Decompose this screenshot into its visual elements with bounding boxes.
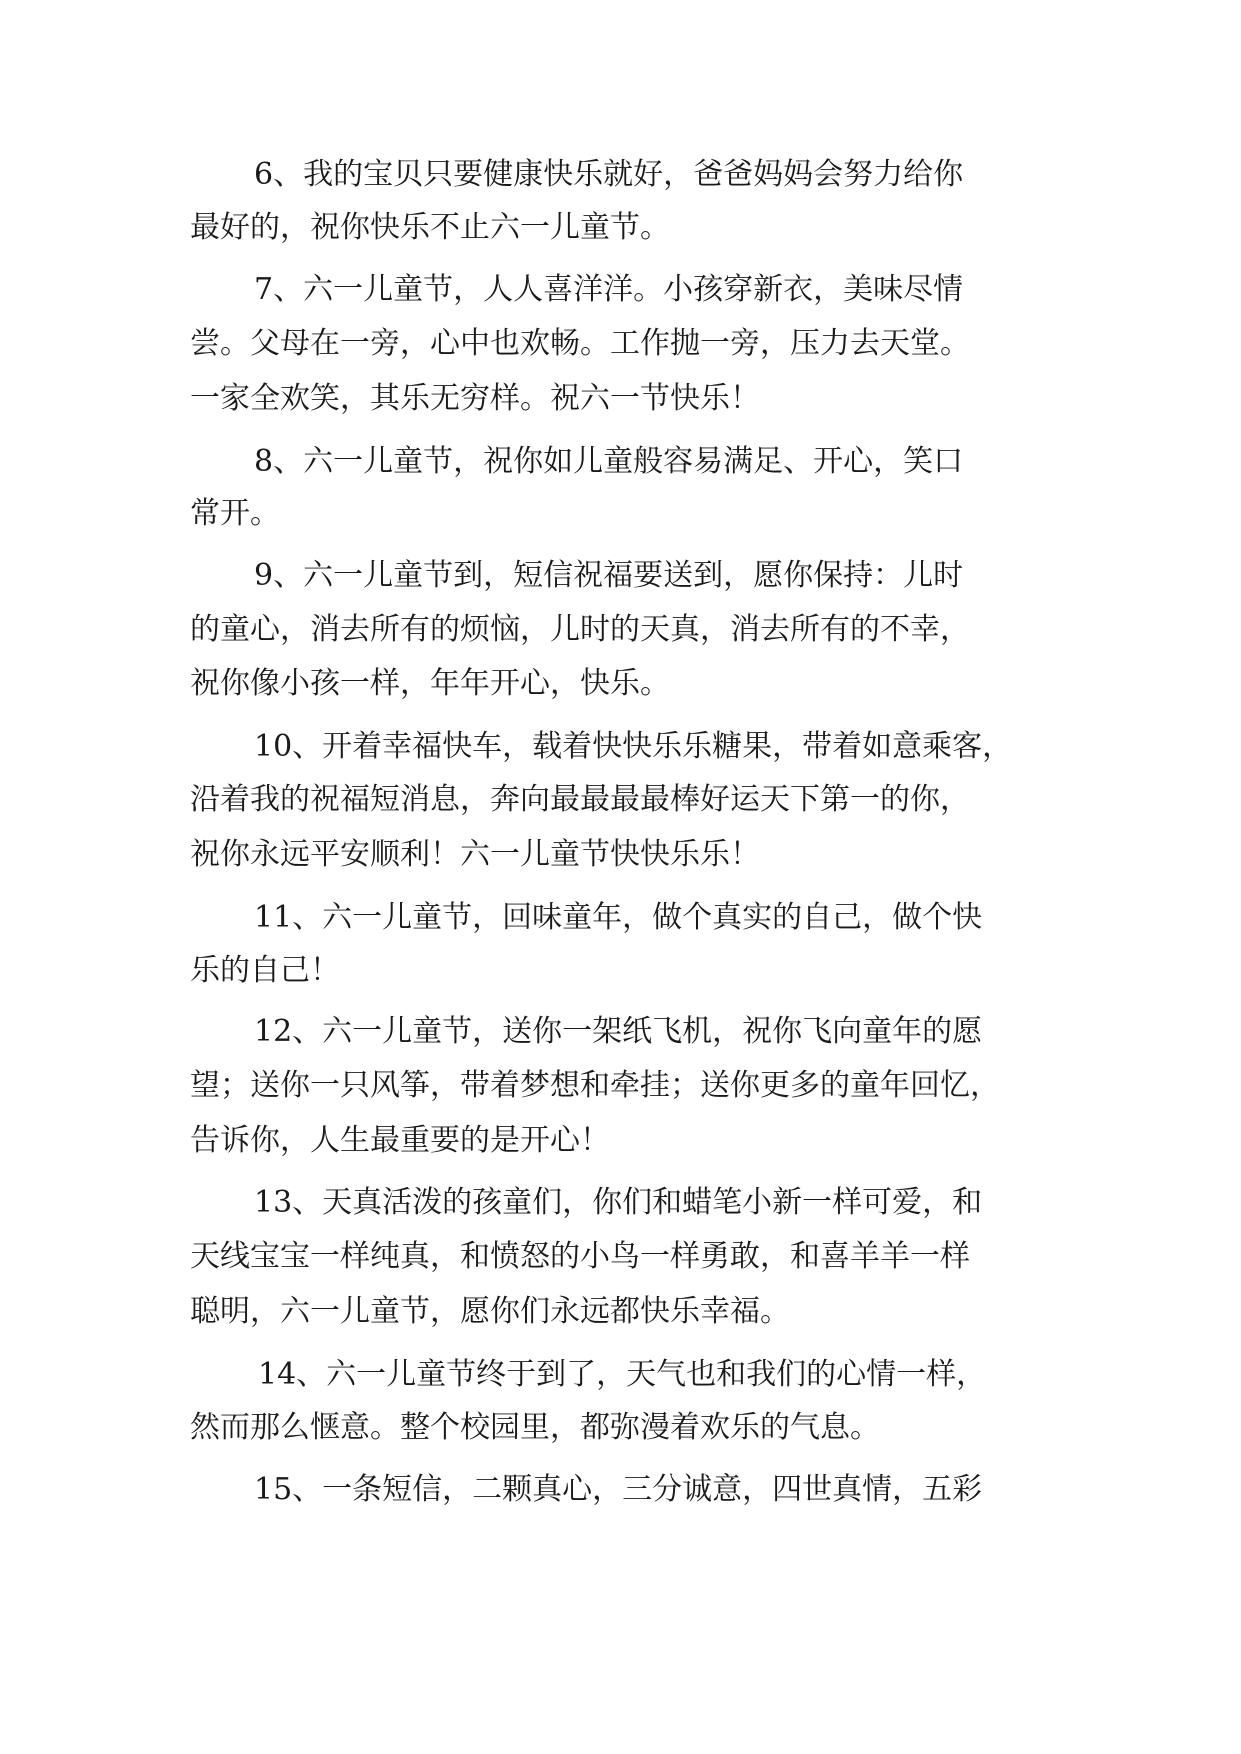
paragraph-9-line-3: 祝你像小孩一样，年年开心，快乐。 [190, 666, 670, 701]
paragraph-14-line-1: 14、六一儿童节终于到了，天气也和我们的心情一样， [258, 1357, 987, 1392]
paragraph-10-line-3: 祝你永远平安顺利！六一儿童节快快乐乐！ [190, 837, 760, 872]
paragraph-14-line-2: 然而那么惬意。整个校园里，都弥漫着欢乐的气息。 [190, 1410, 880, 1445]
paragraph-12-line-2: 望；送你一只风筝，带着梦想和牵挂；送你更多的童年回忆， [190, 1068, 1000, 1103]
paragraph-13-line-2: 天线宝宝一样纯真，和愤怒的小鸟一样勇敢，和喜羊羊一样 [190, 1239, 970, 1274]
paragraph-10-line-1: 10、开着幸福快车，载着快快乐乐糖果，带着如意乘客， [254, 729, 1013, 764]
paragraph-12-line-3: 告诉你，人生最重要的是开心！ [190, 1123, 610, 1158]
paragraph-12-line-1: 12、六一儿童节，送你一架纸飞机，祝你飞向童年的愿 [254, 1014, 983, 1049]
paragraph-15-line-1: 15、一条短信，二颗真心，三分诚意，四世真情，五彩 [254, 1472, 983, 1507]
paragraph-11-line-2: 乐的自己！ [190, 953, 340, 988]
paragraph-6-line-1: 6、我的宝贝只要健康快乐就好，爸爸妈妈会努力给你 [254, 157, 964, 192]
paragraph-7-line-2: 尝。父母在一旁，心中也欢畅。工作抛一旁，压力去天堂。 [190, 326, 970, 361]
paragraph-13-line-1: 13、天真活泼的孩童们，你们和蜡笔小新一样可爱，和 [254, 1185, 983, 1220]
paragraph-8-line-1: 8、六一儿童节，祝你如儿童般容易满足、开心，笑口 [254, 444, 964, 479]
paragraph-10-line-2: 沿着我的祝福短消息，奔向最最最最棒好运天下第一的你， [190, 782, 970, 817]
paragraph-7-line-1: 7、六一儿童节，人人喜洋洋。小孩穿新衣，美味尽情 [254, 272, 964, 307]
paragraph-8-line-2: 常开。 [190, 496, 280, 531]
paragraph-9-line-1: 9、六一儿童节到，短信祝福要送到，愿你保持：儿时 [254, 558, 964, 593]
paragraph-11-line-1: 11、六一儿童节，回味童年，做个真实的自己，做个快 [254, 900, 983, 935]
paragraph-6-line-2: 最好的，祝你快乐不止六一儿童节。 [190, 210, 670, 245]
paragraph-9-line-2: 的童心，消去所有的烦恼，儿时的天真，消去所有的不幸， [190, 612, 970, 647]
paragraph-7-line-3: 一家全欢笑，其乐无穷样。祝六一节快乐！ [190, 381, 760, 416]
paragraph-13-line-3: 聪明，六一儿童节，愿你们永远都快乐幸福。 [190, 1294, 790, 1329]
